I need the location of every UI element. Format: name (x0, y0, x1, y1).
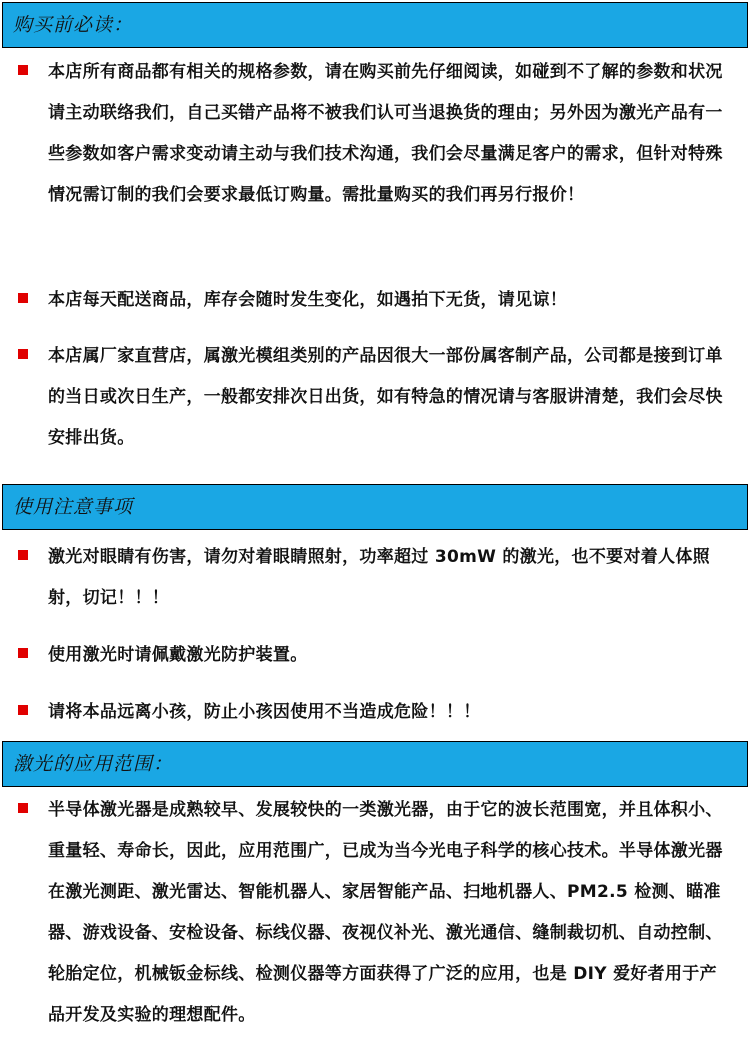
bullet-square-icon (18, 550, 28, 560)
item-text: 本店每天配送商品，库存会随时发生变化，如遇拍下无货，请见谅！ (48, 290, 567, 310)
list-item (14, 635, 734, 676)
section-title: 使用注意事项 (13, 496, 134, 518)
list-item (14, 280, 734, 321)
item-text: 激光对眼睛有伤害，请勿对着眼睛照射，功率超过 30mW 的激光，也不要对着人体照射，切记！！！ (48, 547, 710, 608)
bullet-square-icon (18, 65, 28, 75)
list-item (14, 336, 734, 459)
section-header-purchase-notice (2, 2, 748, 48)
list-item (14, 692, 734, 733)
item-text: 使用激光时请佩戴激光防护装置。 (48, 645, 308, 665)
item-text: 请将本品远离小孩，防止小孩因使用不当造成危险！！！ (48, 702, 481, 722)
section-header-laser-applications (2, 741, 748, 787)
bullet-square-icon (18, 803, 28, 813)
section-header-usage-precautions (2, 484, 748, 530)
section-title: 激光的应用范围： (13, 753, 174, 775)
list-item (14, 790, 734, 1036)
list-item (14, 52, 734, 216)
item-text: 本店所有商品都有相关的规格参数，请在购买前先仔细阅读，如碰到不了解的参数和状况请主动联络我们，自己买错产品将不被我们认可当退换货的理由；另外因为激光产品有一些参数如客户需求变动请主动与我们技术沟通，我们会尽量满足客户的需求，但针对特殊情况需订制的我们会要求最低订购量。需批量购买的我们再另行报价！ (48, 62, 723, 205)
bullet-square-icon (18, 349, 28, 359)
list-item (14, 537, 734, 619)
bullet-square-icon (18, 648, 28, 658)
bullet-square-icon (18, 705, 28, 715)
section-title: 购买前必读： (13, 14, 134, 36)
bullet-square-icon (18, 293, 28, 303)
item-text: 半导体激光器是成熟较早、发展较快的一类激光器，由于它的波长范围宽，并且体积小、重量轻、寿命长，因此，应用范围广，已成为当今光电子科学的核心技术。半导体激光器在激光测距、激光雷达、智能机器人、家居智能产品、扫地机器人、PM2.5 检测、瞄准器、游戏设备、安检设备、标线仪器、夜视仪补光、激光通信、缝制裁切机、自动控制、轮胎定位，机械钣金标线、检测仪器等方面获得了广泛的应用，也是 DIY 爱好者用于产品开发及实验的理想配件。 (48, 800, 723, 1025)
item-text: 本店属厂家直营店，属激光模组类别的产品因很大一部份属客制产品，公司都是接到订单的当日或次日生产，一般都安排次日出货，如有特急的情况请与客服讲清楚，我们会尽快安排出货。 (48, 346, 723, 448)
